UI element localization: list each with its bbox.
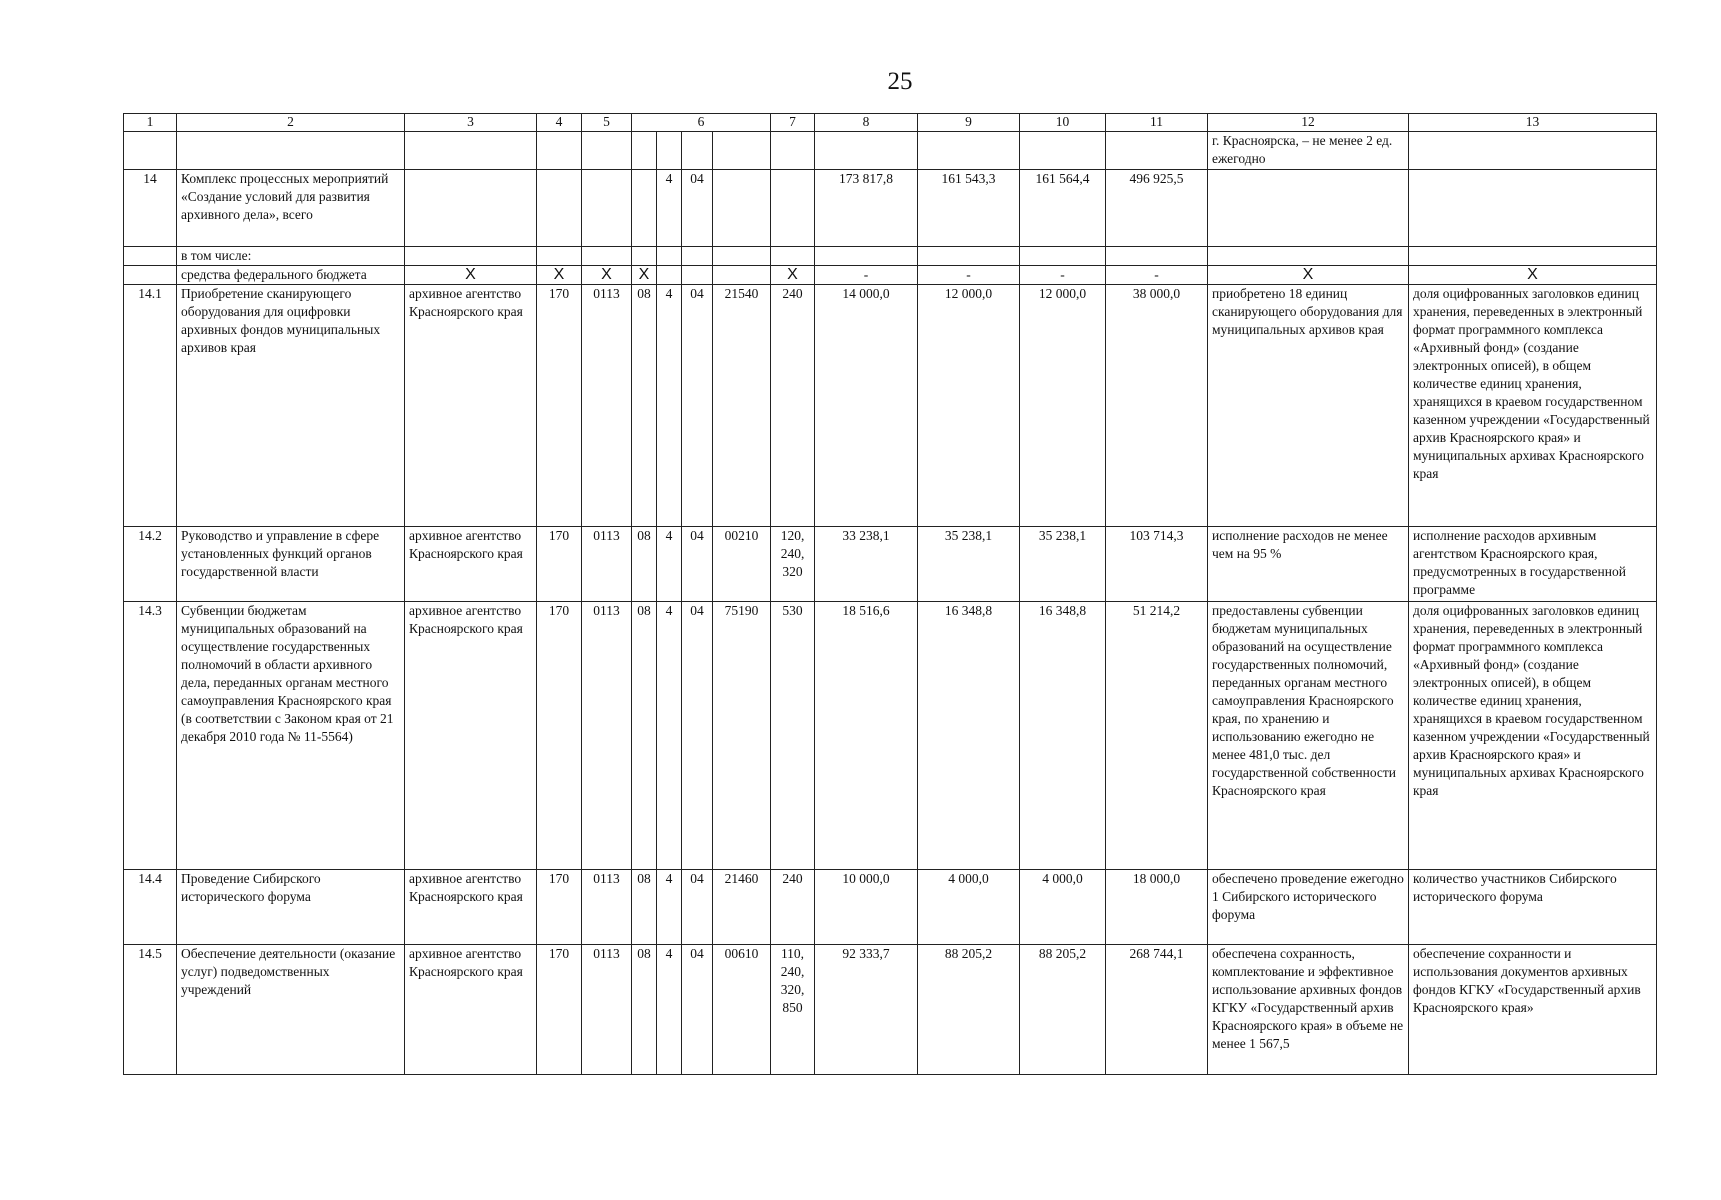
cell: [177, 132, 405, 170]
row-number: 14.3: [124, 602, 177, 870]
expense-type: 110, 240, 320, 850: [771, 945, 815, 1075]
table-row-14: [124, 170, 1657, 247]
x-mark: Х: [771, 266, 815, 285]
table-row: [124, 527, 1657, 602]
header-cell: 12: [1208, 114, 1409, 132]
result-cell: обеспечено проведение ежегодно 1 Сибирского исторического форума: [1208, 870, 1409, 945]
cell: [632, 132, 657, 170]
amount-cell: 18 516,6: [815, 602, 918, 870]
row-number: 14.1: [124, 285, 177, 527]
cell: [771, 170, 815, 247]
cell: [537, 170, 582, 247]
amount-cell: 103 714,3: [1106, 527, 1208, 602]
cell: [713, 170, 771, 247]
indicator-cell: доля оцифрованных заголовков единиц хранения, переведенных в электронный формат программного комплекса «Архивный фонд» (создание электронных описей), в общем количестве единиц хранения, хранящихся в краевом государственном казенном учреждении «Государственный архив Красноярского края» и муниципальных архивах Красноярского края: [1409, 602, 1657, 870]
header-cell: 10: [1020, 114, 1106, 132]
cell: [582, 247, 632, 266]
measure-name: Проведение Сибирского исторического форума: [177, 870, 405, 945]
grbs-code: 170: [537, 870, 582, 945]
cell: [632, 170, 657, 247]
code-cell: 21540: [713, 285, 771, 527]
x-mark: Х: [582, 266, 632, 285]
x-mark: Х: [1208, 266, 1409, 285]
grbs-code: 170: [537, 285, 582, 527]
table-row: [124, 945, 1657, 1075]
cell: [582, 132, 632, 170]
cell: [124, 266, 177, 285]
header-cell: 1: [124, 114, 177, 132]
cell: [632, 247, 657, 266]
grbs-code: 170: [537, 602, 582, 870]
header-cell: 6: [632, 114, 771, 132]
amount-cell: 10 000,0: [815, 870, 918, 945]
code-cell: 04: [682, 945, 713, 1075]
cell: [682, 132, 713, 170]
amount-cell: 14 000,0: [815, 285, 918, 527]
cell: [713, 266, 771, 285]
amount-cell: 173 817,8: [815, 170, 918, 247]
code-cell: 4: [657, 285, 682, 527]
code-cell: 21460: [713, 870, 771, 945]
cell: [771, 247, 815, 266]
code-cell: 04: [682, 170, 713, 247]
amount-cell: 12 000,0: [1020, 285, 1106, 527]
section-code: 0113: [582, 527, 632, 602]
expense-type: 240: [771, 870, 815, 945]
measure-name: Комплекс процессных мероприятий «Создание условий для развития архивного дела», всего: [177, 170, 405, 247]
agency-cell: архивное агентство Красноярского края: [405, 527, 537, 602]
amount-cell: 33 238,1: [815, 527, 918, 602]
code-cell: 04: [682, 870, 713, 945]
x-mark: Х: [405, 266, 537, 285]
code-cell: 04: [682, 602, 713, 870]
expense-type: 530: [771, 602, 815, 870]
cell: [537, 132, 582, 170]
federal-budget-label: средства федерального бюджета: [177, 266, 405, 285]
result-cell: обеспечена сохранность, комплектование и эффективное использование архивных фондов КГКУ «Государственный архив Красноярского края» в объеме не менее 1 567,5: [1208, 945, 1409, 1075]
dash-cell: -: [1106, 266, 1208, 285]
table-row: [124, 870, 1657, 945]
dash-cell: -: [918, 266, 1020, 285]
amount-cell: 496 925,5: [1106, 170, 1208, 247]
header-cell: 9: [918, 114, 1020, 132]
header-cell: 5: [582, 114, 632, 132]
amount-cell: 88 205,2: [1020, 945, 1106, 1075]
amount-cell: 16 348,8: [1020, 602, 1106, 870]
section-code: 0113: [582, 285, 632, 527]
expense-type: 120, 240, 320: [771, 527, 815, 602]
header-cell: 8: [815, 114, 918, 132]
cell: [537, 247, 582, 266]
cell: [1409, 170, 1657, 247]
dash-cell: -: [1020, 266, 1106, 285]
amount-cell: 92 333,7: [815, 945, 918, 1075]
cell: [682, 266, 713, 285]
cell: [582, 170, 632, 247]
amount-cell: 4 000,0: [1020, 870, 1106, 945]
amount-cell: 161 543,3: [918, 170, 1020, 247]
code-cell: 4: [657, 870, 682, 945]
measure-name: Приобретение сканирующего оборудования для оцифровки архивных фондов муниципальных архивов края: [177, 285, 405, 527]
indicator-cell: доля оцифрованных заголовков единиц хранения, переведенных в электронный формат программного комплекса «Архивный фонд» (создание электронных описей), в общем количестве единиц хранения, хранящихся в краевом государственном казенном учреждении «Государственный архив Красноярского края» и муниципальных архивах Красноярского края: [1409, 285, 1657, 527]
agency-cell: архивное агентство Красноярского края: [405, 285, 537, 527]
cell: [1208, 170, 1409, 247]
cell: [1106, 247, 1208, 266]
section-code: 0113: [582, 945, 632, 1075]
dash-cell: -: [815, 266, 918, 285]
grbs-code: 170: [537, 527, 582, 602]
cell: [1208, 247, 1409, 266]
code-cell: 08: [632, 527, 657, 602]
header-cell: 2: [177, 114, 405, 132]
cell: [657, 247, 682, 266]
code-cell: 08: [632, 285, 657, 527]
result-cell: исполнение расходов не менее чем на 95 %: [1208, 527, 1409, 602]
header-row: [124, 114, 1657, 132]
cell: [657, 132, 682, 170]
including-label: в том числе:: [177, 247, 405, 266]
code-cell: 00210: [713, 527, 771, 602]
amount-cell: 38 000,0: [1106, 285, 1208, 527]
header-cell: 3: [405, 114, 537, 132]
code-cell: 4: [657, 945, 682, 1075]
amount-cell: 4 000,0: [918, 870, 1020, 945]
cell: [405, 247, 537, 266]
cell: [124, 247, 177, 266]
amount-cell: 16 348,8: [918, 602, 1020, 870]
subheader-row: [124, 247, 1657, 266]
row-number: 14.2: [124, 527, 177, 602]
measure-name: Обеспечение деятельности (оказание услуг) подведомственных учреждений: [177, 945, 405, 1075]
code-cell: 08: [632, 870, 657, 945]
cell: [1409, 247, 1657, 266]
cell: [405, 170, 537, 247]
code-cell: 04: [682, 285, 713, 527]
x-mark: Х: [632, 266, 657, 285]
cell: [713, 247, 771, 266]
cell: [815, 132, 918, 170]
cell: [918, 132, 1020, 170]
result-cell: приобретено 18 единиц сканирующего оборудования для муниципальных архивов края: [1208, 285, 1409, 527]
table-row: [124, 285, 1657, 527]
indicator-cell: количество участников Сибирского исторического форума: [1409, 870, 1657, 945]
grbs-code: 170: [537, 945, 582, 1075]
code-cell: 4: [657, 170, 682, 247]
code-cell: 08: [632, 602, 657, 870]
amount-cell: 35 238,1: [918, 527, 1020, 602]
header-cell: 4: [537, 114, 582, 132]
amount-cell: 268 744,1: [1106, 945, 1208, 1075]
row-number: 14: [124, 170, 177, 247]
measure-name: Руководство и управление в сфере установленных функций органов государственной власти: [177, 527, 405, 602]
amount-cell: 35 238,1: [1020, 527, 1106, 602]
cell: [1106, 132, 1208, 170]
code-cell: 08: [632, 945, 657, 1075]
amount-cell: 88 205,2: [918, 945, 1020, 1075]
header-cell: 11: [1106, 114, 1208, 132]
cell: [918, 247, 1020, 266]
header-cell: 13: [1409, 114, 1657, 132]
code-cell: 4: [657, 602, 682, 870]
cell: [1020, 247, 1106, 266]
agency-cell: архивное агентство Красноярского края: [405, 945, 537, 1075]
page-number: 25: [887, 68, 913, 95]
code-cell: 75190: [713, 602, 771, 870]
section-code: 0113: [582, 870, 632, 945]
cell: [682, 247, 713, 266]
result-cell: предоставлены субвенции бюджетам муниципальных образований на осуществление государственных полномочий, переданных органам местного самоуправления Красноярского края, по хранению и использованию ежегодно не менее 481,0 тыс. дел государственной собственности Красноярского края: [1208, 602, 1409, 870]
x-mark: Х: [537, 266, 582, 285]
result-cell: г. Красноярска, – не менее 2 ед. ежегодно: [1208, 132, 1409, 170]
agency-cell: архивное агентство Красноярского края: [405, 602, 537, 870]
cell: [1409, 132, 1657, 170]
continuation-row: [124, 132, 1657, 170]
code-cell: 04: [682, 527, 713, 602]
row-number: 14.5: [124, 945, 177, 1075]
amount-cell: 51 214,2: [1106, 602, 1208, 870]
header-cell: 7: [771, 114, 815, 132]
measure-name: Субвенции бюджетам муниципальных образований на осуществление государственных полномочий в области архивного дела, переданных органам местного самоуправления Красноярского края (в соответствии с Законом края от 21 декабря 2010 года № 11-5564): [177, 602, 405, 870]
cell: [124, 132, 177, 170]
indicator-cell: исполнение расходов архивным агентством Красноярского края, предусмотренных в государственной программе: [1409, 527, 1657, 602]
cell: [815, 247, 918, 266]
indicator-cell: обеспечение сохранности и использования документов архивных фондов КГКУ «Государственный архив Красноярского края»: [1409, 945, 1657, 1075]
amount-cell: 161 564,4: [1020, 170, 1106, 247]
code-cell: 4: [657, 527, 682, 602]
x-mark: Х: [1409, 266, 1657, 285]
agency-cell: архивное агентство Красноярского края: [405, 870, 537, 945]
cell: [405, 132, 537, 170]
cell: [771, 132, 815, 170]
cell: [657, 266, 682, 285]
row-number: 14.4: [124, 870, 177, 945]
cell: [713, 132, 771, 170]
expense-type: 240: [771, 285, 815, 527]
amount-cell: 18 000,0: [1106, 870, 1208, 945]
cell: [1020, 132, 1106, 170]
table-row: [124, 602, 1657, 870]
amount-cell: 12 000,0: [918, 285, 1020, 527]
section-code: 0113: [582, 602, 632, 870]
program-table: [123, 113, 1657, 1075]
federal-budget-row: [124, 266, 1657, 285]
code-cell: 00610: [713, 945, 771, 1075]
